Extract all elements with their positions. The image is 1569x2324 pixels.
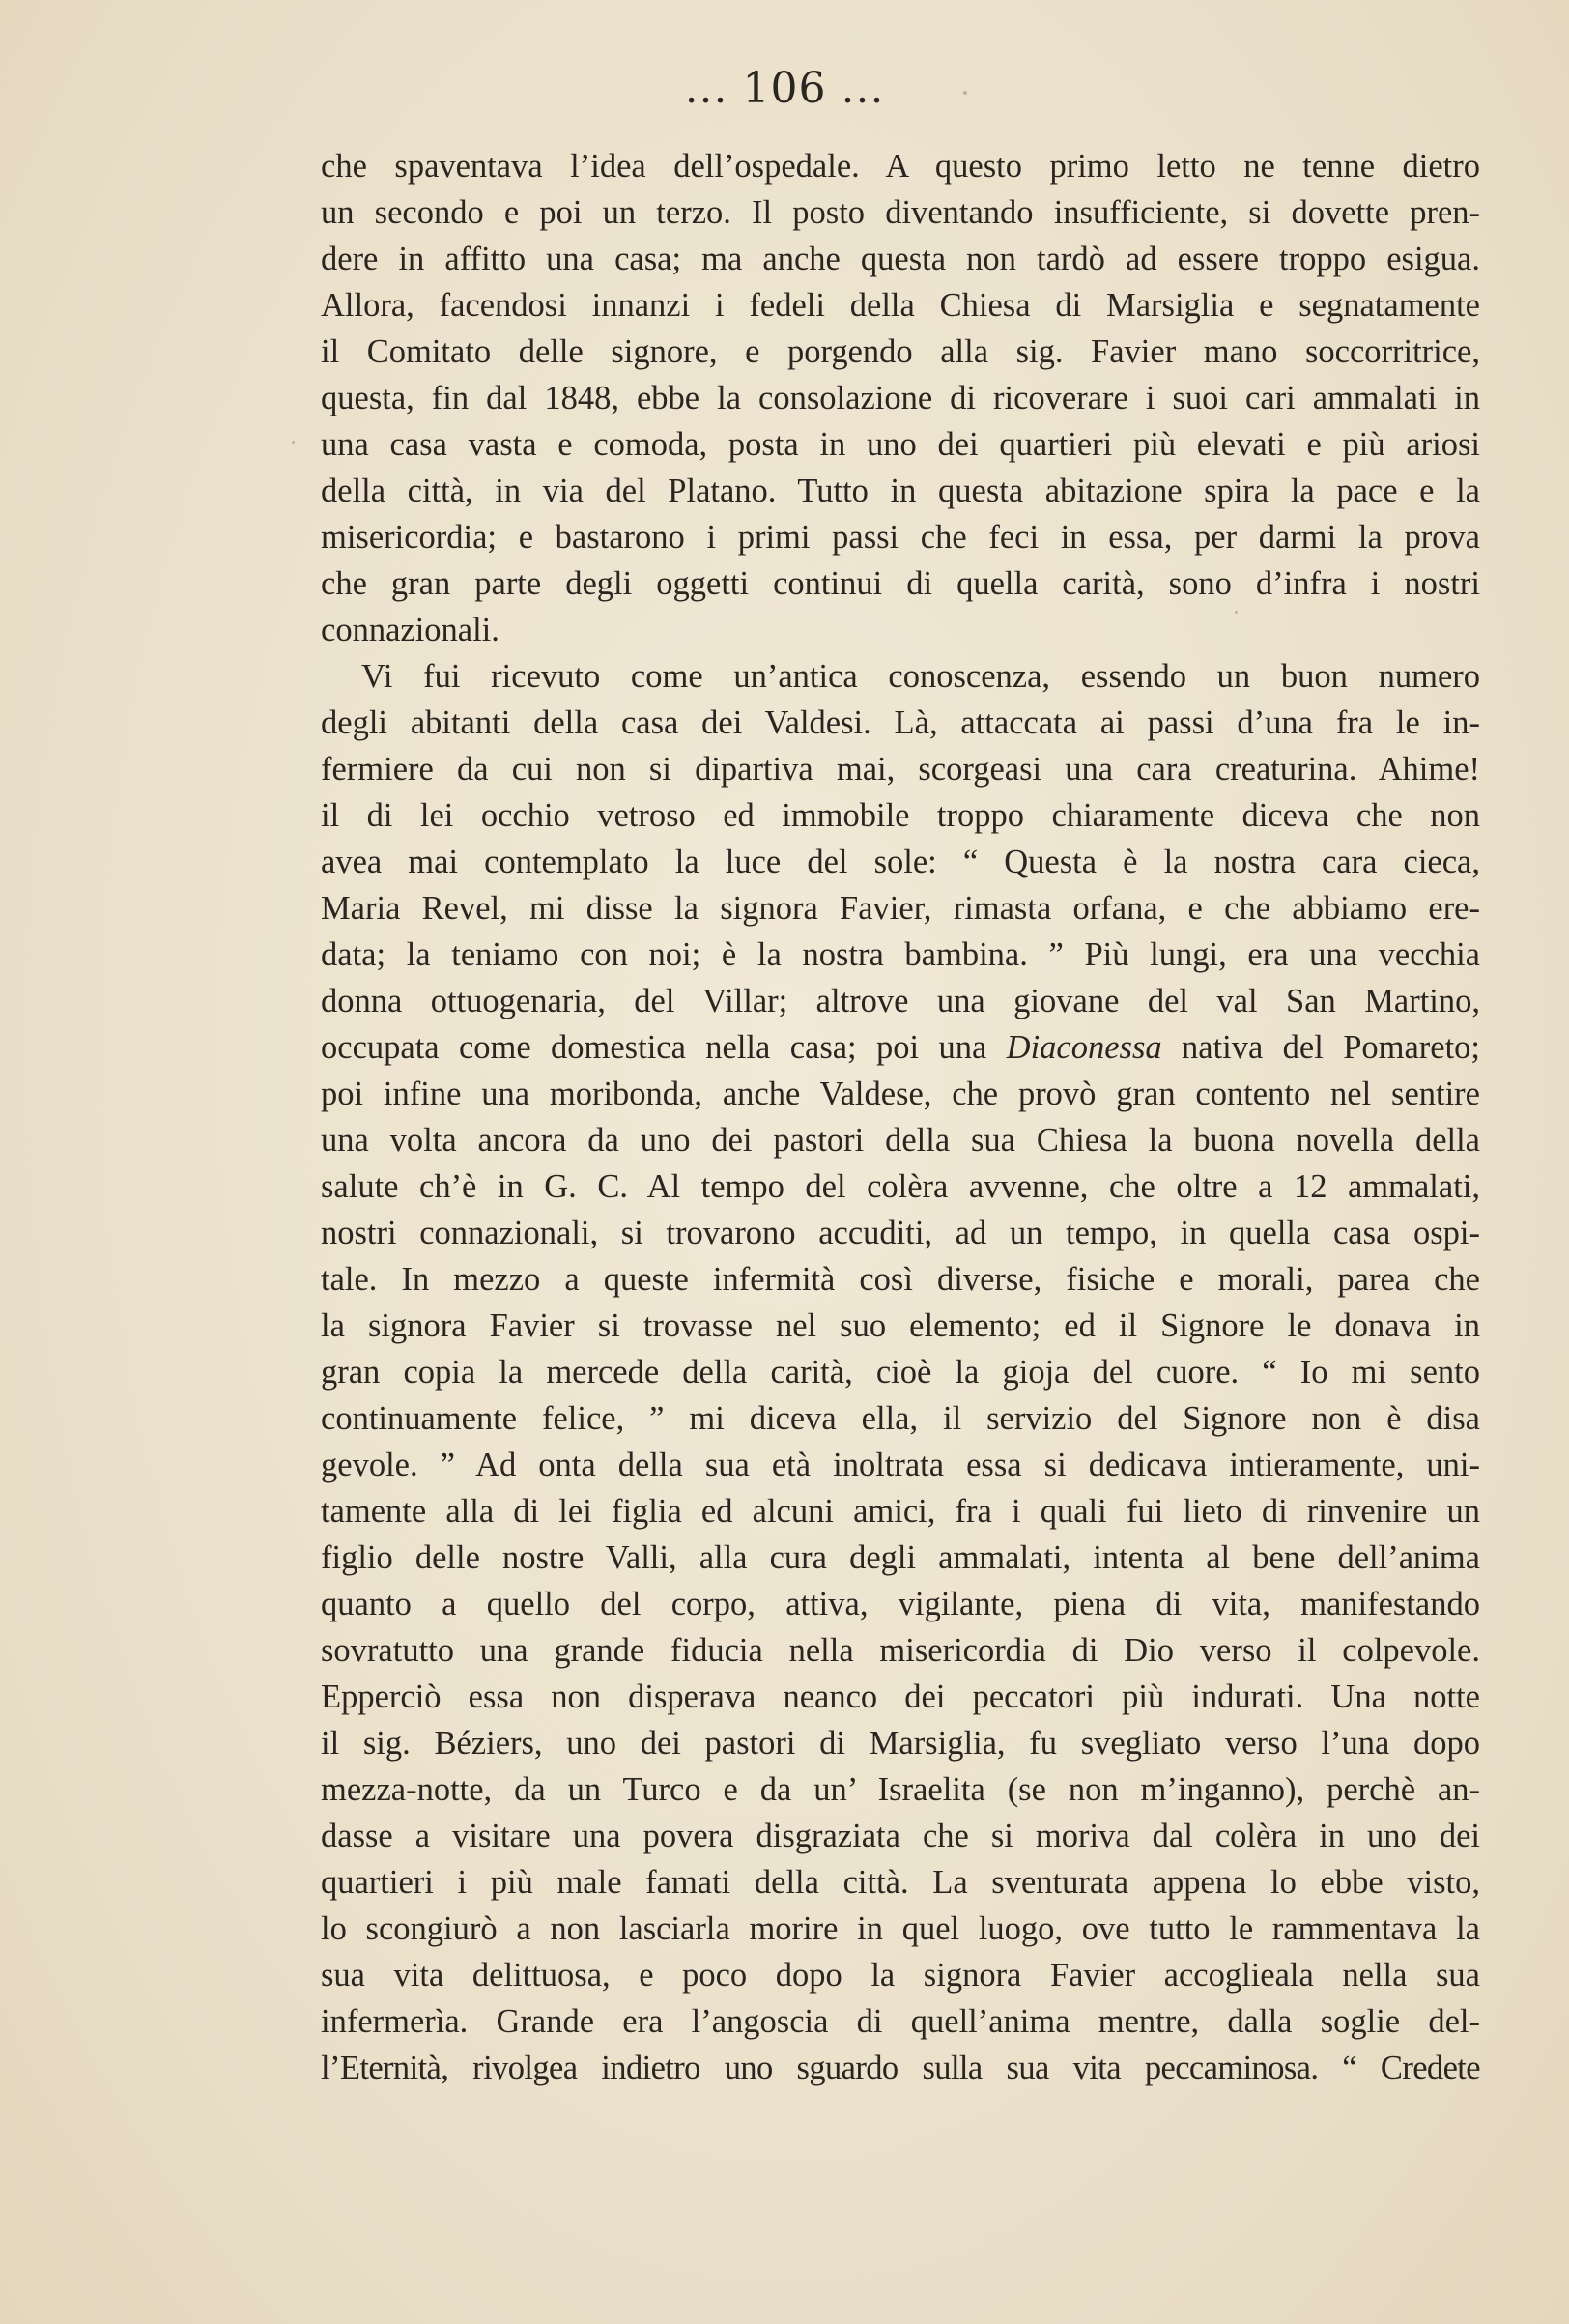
text-line: donna ottuogenaria, del Villar; altrove una giovane del val San Martino,	[321, 983, 1480, 1019]
text-line: tale. In mezzo a queste infermità così diverse, fisiche e morali, parea che	[321, 1261, 1480, 1298]
text-line: la signora Favier si trovasse nel suo elemento; ed il Signore le donava in	[321, 1307, 1480, 1344]
text-line: Allora, facendosi innanzi i fedeli della Chiesa di Marsiglia e segnatamente	[321, 287, 1480, 324]
text-line: tamente alla di lei figlia ed alcuni amici, fra i quali fui lieto di rinvenire un	[321, 1493, 1480, 1530]
text-line: misericordia; e bastarono i primi passi che feci in essa, per darmi la prova	[321, 519, 1480, 556]
text-line: continuamente felice, ” mi diceva ella, il servizio del Signore non è disa	[321, 1400, 1480, 1437]
text-fragment: nativa del Pomareto;	[1182, 1029, 1481, 1066]
text-line: una casa vasta e comoda, posta in uno dei quartieri più elevati e più ariosi	[321, 426, 1480, 463]
text-line: dasse a visitare una povera disgraziata che si moriva dal colèra in uno dei	[321, 1818, 1480, 1854]
text-line: un secondo e poi un terzo. Il posto diventando insufficiente, si dovette pren-	[321, 194, 1480, 231]
text-line: Epperciò essa non disperava neanco dei peccatori più indurati. Una notte	[321, 1678, 1480, 1715]
text-line: quanto a quello del corpo, attiva, vigilante, piena di vita, manifestando	[321, 1586, 1480, 1622]
text-line: il sig. Béziers, uno dei pastori di Marsiglia, fu svegliato verso l’una dopo	[321, 1725, 1480, 1762]
text-line: poi infine una moribonda, anche Valdese, che provò gran contento nel sentire	[321, 1076, 1480, 1112]
page-body	[321, 143, 1480, 2091]
paragraph-1	[321, 143, 1480, 653]
text-line: infermerìa. Grande era l’angoscia di quell’anima mentre, dalla soglie del-	[321, 2003, 1480, 2040]
text-line: avea mai contemplato la luce del sole: “ Questa è la nostra cara cieca,	[321, 844, 1480, 880]
text-line: degli abitanti della casa dei Valdesi. Là, attaccata ai passi d’una fra le in-	[321, 704, 1480, 741]
page-number-header: ... 106 ...	[684, 64, 885, 113]
print-speck	[292, 441, 295, 444]
text-line: una volta ancora da uno dei pastori della sua Chiesa la buona novella della	[321, 1122, 1480, 1159]
paragraph-2	[321, 653, 1480, 2091]
text-line-with-italic	[321, 1024, 1480, 1071]
text-line: sua vita delittuosa, e poco dopo la signora Favier accoglieala nella sua	[321, 1957, 1480, 1994]
text-line: questa, fin dal 1848, ebbe la consolazione di ricoverare i suoi cari ammalati in	[321, 380, 1480, 416]
text-line: della città, in via del Platano. Tutto in questa abitazione spira la pace e la	[321, 473, 1480, 509]
text-line: che spaventava l’idea dell’ospedale. A questo primo letto ne tenne dietro	[321, 148, 1480, 185]
text-line: l’Eternità, rivolgea indietro uno sguardo sulla sua vita peccaminosa. “ Credete	[321, 2050, 1480, 2086]
text-line: Maria Revel, mi disse la signora Favier, rimasta orfana, e che abbiamo ere-	[321, 890, 1480, 927]
text-line: nostri connazionali, si trovarono accuditi, ad un tempo, in quella casa ospi-	[321, 1215, 1480, 1251]
text-fragment: occupata come domestica nella casa; poi una	[321, 1029, 987, 1066]
italic-word: Diaconessa	[1006, 1029, 1162, 1066]
text-line: quartieri i più male famati della città. La sventurata appena lo ebbe visto,	[321, 1864, 1480, 1901]
text-line: il Comitato delle signore, e porgendo alla sig. Favier mano soccorritrice,	[321, 333, 1480, 370]
text-line: lo scongiurò a non lasciarla morire in quel luogo, ove tutto le rammentava la	[321, 1910, 1480, 1947]
text-line: dere in affitto una casa; ma anche questa non tardò ad essere troppo esigua.	[321, 241, 1480, 277]
text-line: figlio delle nostre Valli, alla cura degli ammalati, intenta al bene dell’anima	[321, 1539, 1480, 1576]
text-line: salute ch’è in G. C. Al tempo del colèra avvenne, che oltre a 12 ammalati,	[321, 1168, 1480, 1205]
text-line: gran copia la mercede della carità, cioè la gioja del cuore. “ Io mi sento	[321, 1354, 1480, 1391]
text-line: mezza-notte, da un Turco e da un’ Israelita (se non m’inganno), perchè an-	[321, 1771, 1480, 1808]
text-line: il di lei occhio vetroso ed immobile troppo chiaramente diceva che non	[321, 797, 1480, 834]
text-line: sovratutto una grande fiducia nella misericordia di Dio verso il colpevole.	[321, 1632, 1480, 1669]
text-line: connazionali.	[321, 612, 499, 648]
text-line: Vi fui ricevuto come un’antica conoscenza, essendo un buon numero	[361, 658, 1480, 695]
text-line: fermiere da cui non si dipartiva mai, scorgeasi una cara creaturina. Ahime!	[321, 751, 1480, 788]
text-line: gevole. ” Ad onta della sua età inoltrata essa si dedicava intieramente, uni-	[321, 1447, 1480, 1483]
text-line: che gran parte degli oggetti continui di quella carità, sono d’infra i nostri	[321, 565, 1480, 602]
text-line: data; la teniamo con noi; è la nostra bambina. ” Più lungi, era una vecchia	[321, 936, 1480, 973]
